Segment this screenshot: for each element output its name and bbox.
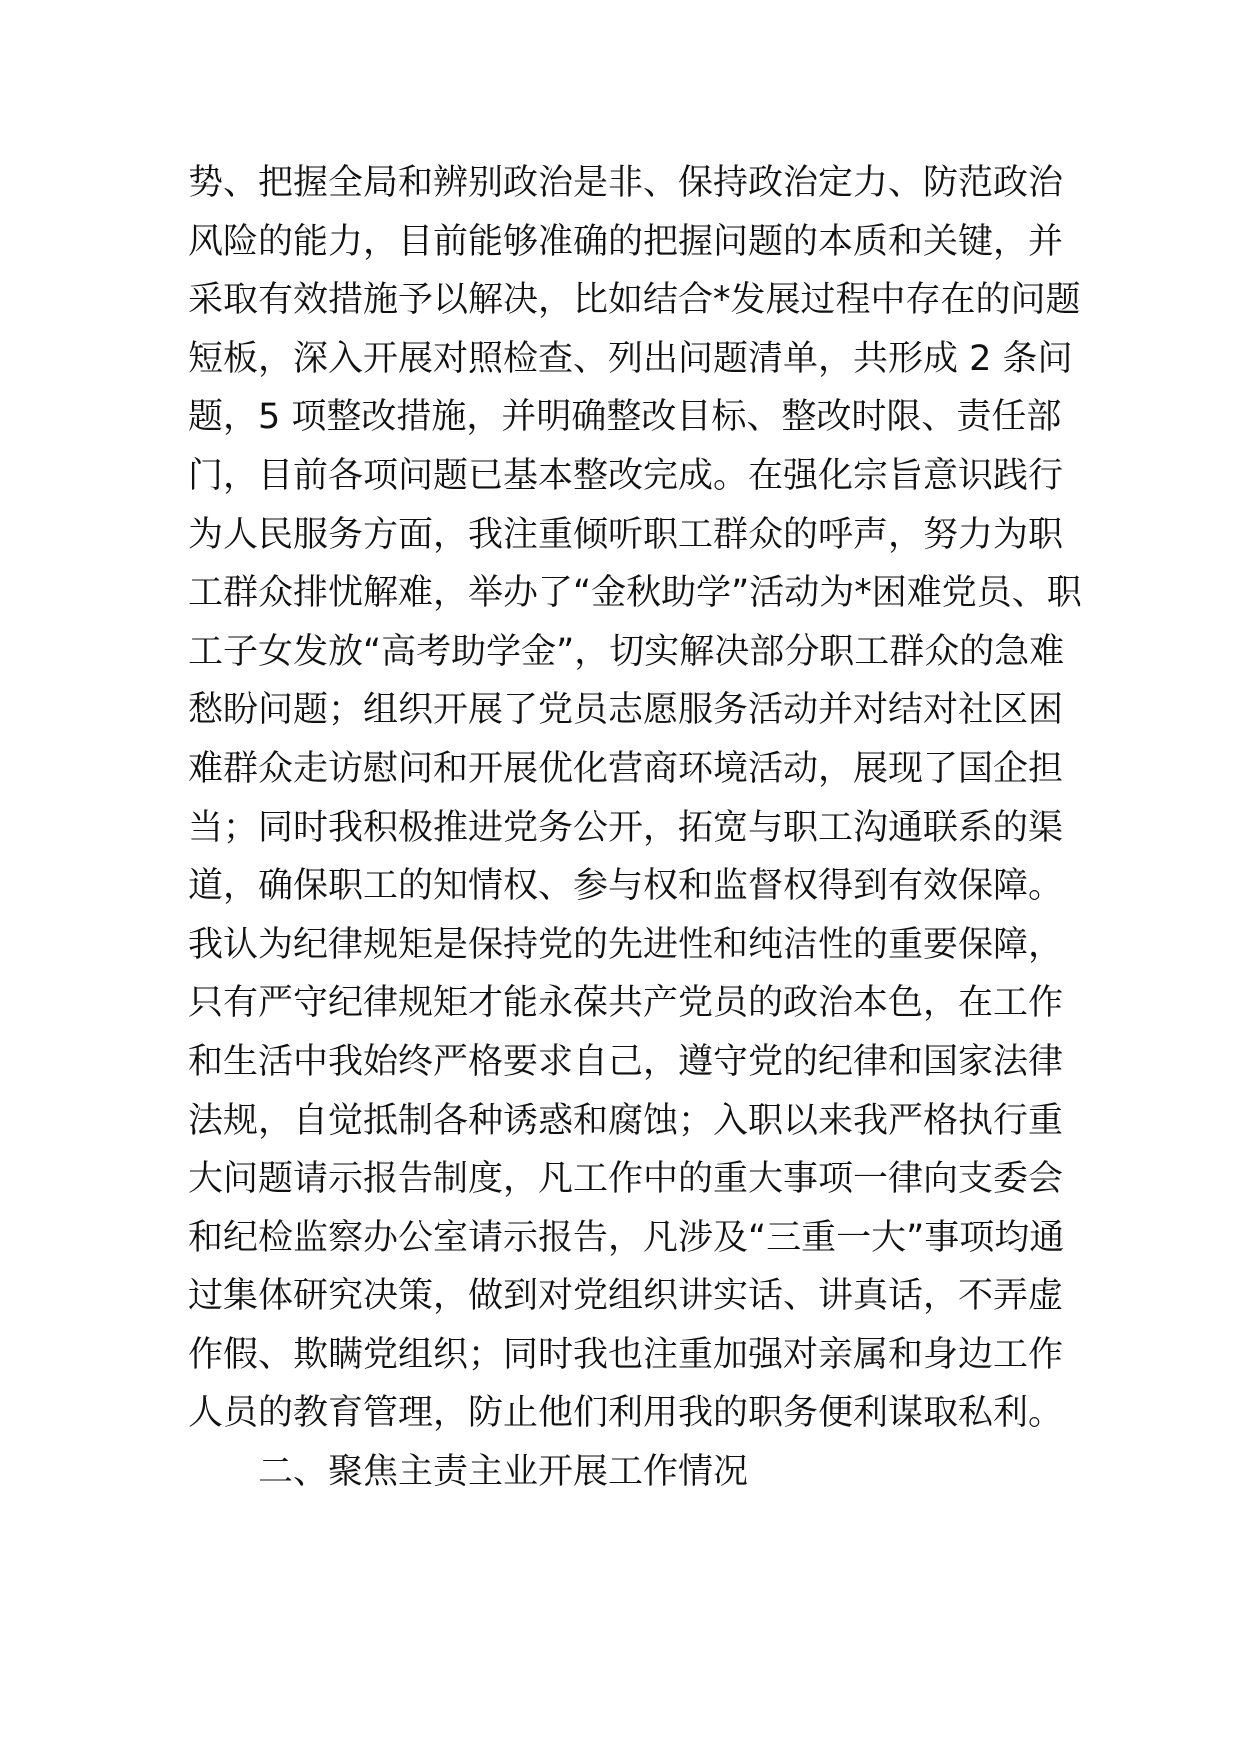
text-line: 采取有效措施予以解决，比如结合*发展过程中存在的问题 [188,280,1081,321]
text-line: 作假、欺瞒党组织；同时我也注重加强对亲属和身边工作 [188,1334,1064,1375]
text-line: 工子女发放“高考助学金”，切实解决部分职工群众的急难 [188,631,1065,672]
text-line: 只有严守纪律规矩才能永葆共产党员的政治本色，在工作 [188,983,1064,1024]
text-line: 短板，深入开展对照检查、列出问题清单，共形成 2 条问 [188,338,1073,379]
text-line: 道，确保职工的知情权、参与权和监督权得到有效保障。 [188,866,1064,907]
text-line: 风险的能力，目前能够准确的把握问题的本质和关键，并 [188,221,1064,262]
text-line: 当；同时我积极推进党务公开，拓宽与职工沟通联系的渠 [188,807,1064,848]
section-heading: 二、聚焦主责主业开展工作情况 [258,1452,749,1493]
text-line: 大问题请示报告制度，凡工作中的重大事项一律向支委会 [188,1159,1064,1200]
text-line: 我认为纪律规矩是保持党的先进性和纯洁性的重要保障， [188,924,1064,965]
text-line: 和生活中我始终严格要求自己，遵守党的纪律和国家法律 [188,1041,1064,1082]
text-line: 工群众排忧解难，举办了“金秋助学”活动为*困难党员、职 [188,573,1082,614]
text-line: 门，目前各项问题已基本整改完成。在强化宗旨意识践行 [188,455,1064,496]
text-line: 为人民服务方面，我注重倾听职工群众的呼声，努力为职 [188,514,1064,555]
text-line: 人员的教育管理，防止他们利用我的职务便利谋取私利。 [188,1393,1064,1434]
text-line: 愁盼问题；组织开展了党员志愿服务活动并对结对社区困 [188,690,1064,731]
document-body [188,154,1082,1502]
text-line: 势、把握全局和辨别政治是非、保持政治定力、防范政治 [188,163,1064,203]
text-line: 法规，自觉抵制各种诱惑和腐蚀；入职以来我严格执行重 [188,1100,1064,1141]
text-line: 难群众走访慰问和开展优化营商环境活动，展现了国企担 [188,748,1064,789]
text-line: 和纪检监察办公室请示报告，凡涉及“三重一大”事项均通 [188,1217,1065,1258]
text-line: 过集体研究决策，做到对党组织讲实话、讲真话，不弄虚 [188,1276,1064,1317]
text-line: 题，5 项整改措施，并明确整改目标、整改时限、责任部 [188,397,1062,438]
